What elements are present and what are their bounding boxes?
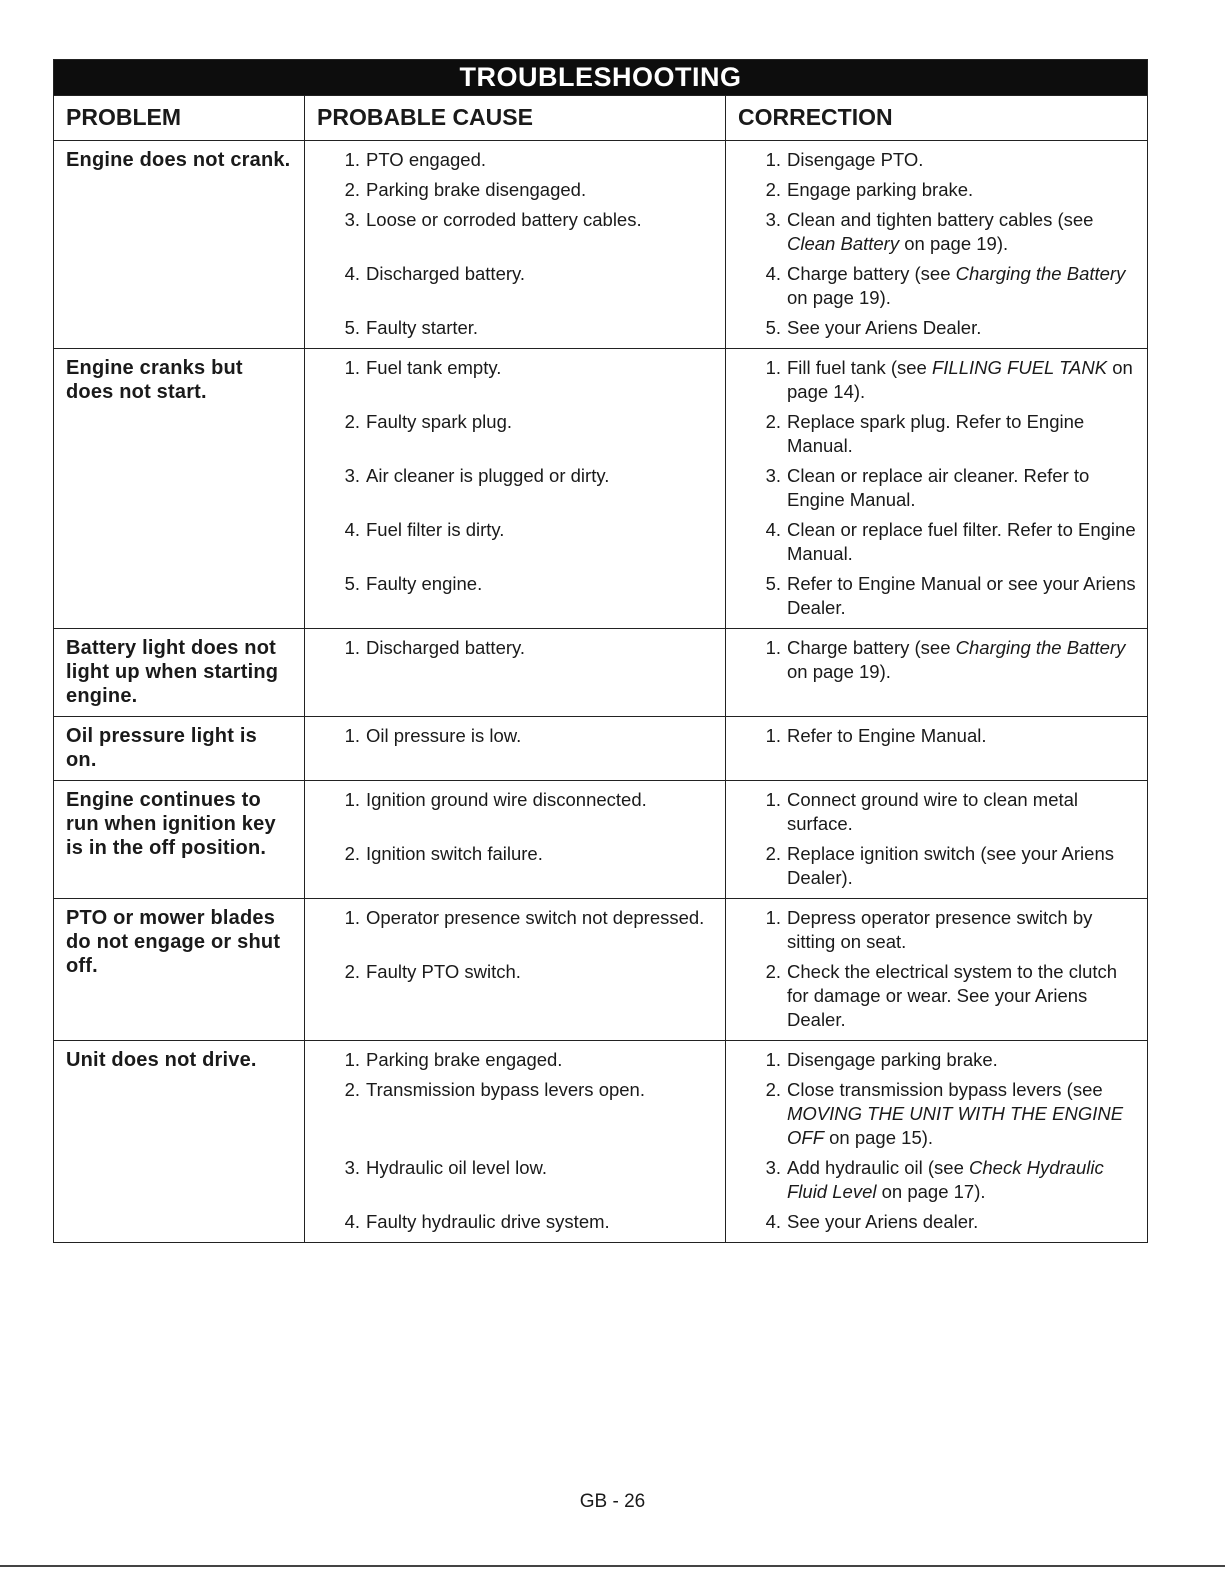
cause-item: 5. Faulty engine.	[344, 573, 483, 594]
cause-item: 1. Fuel tank empty.	[344, 357, 502, 378]
correction-cell	[726, 629, 1148, 717]
problem-cell: Oil pressure light is on.	[54, 717, 305, 781]
cause-item: 4. Faulty hydraulic drive system.	[344, 1211, 610, 1232]
cause-item: 1. Oil pressure is low.	[344, 725, 522, 746]
reference-link-text: MOVING THE UNIT WITH THE ENGINE OFF	[787, 1103, 1124, 1148]
correction-item: 3. Clean and tighten battery cables (see Clean Battery on page 19).	[765, 209, 1094, 254]
header-problem: PROBLEM	[54, 96, 305, 141]
table-title: TROUBLESHOOTING	[54, 60, 1148, 96]
header-probable-cause: PROBABLE CAUSE	[305, 96, 726, 141]
bottom-rule	[0, 1565, 1225, 1567]
correction-item: 4. Clean or replace fuel filter. Refer to Engine Manual.	[765, 519, 1136, 564]
header-correction: CORRECTION	[726, 96, 1148, 141]
correction-item: 1. Refer to Engine Manual.	[765, 725, 987, 746]
table-row	[54, 781, 1148, 899]
correction-item: 2. Replace spark plug. Refer to Engine Manual.	[765, 411, 1085, 456]
cause-item: 4. Fuel filter is dirty.	[344, 519, 505, 540]
table-row	[54, 349, 1148, 629]
table-row	[54, 1041, 1148, 1243]
cause-cell	[305, 141, 726, 349]
correction-item: 1. Charge battery (see Charging the Battery on page 19).	[765, 637, 1126, 682]
cause-item: 1. PTO engaged.	[344, 149, 486, 170]
table-row	[54, 717, 1148, 781]
cause-item: 5. Faulty starter.	[344, 317, 479, 338]
cause-item: 1. Parking brake engaged.	[344, 1049, 563, 1070]
correction-cell	[726, 717, 1148, 781]
cause-item: 2. Faulty PTO switch.	[344, 961, 521, 982]
correction-cell	[726, 781, 1148, 899]
cause-cell	[305, 629, 726, 717]
cause-item: 3. Loose or corroded battery cables.	[344, 209, 642, 230]
cause-item: 2. Faulty spark plug.	[344, 411, 513, 432]
table-row	[54, 899, 1148, 1041]
cause-cell	[305, 717, 726, 781]
cause-cell	[305, 349, 726, 629]
correction-cell	[726, 141, 1148, 349]
reference-link-text: Check Hydraulic Fluid Level	[787, 1157, 1104, 1202]
reference-link-text: Charging the Battery	[955, 637, 1126, 658]
correction-cell	[726, 899, 1148, 1041]
correction-item: 2. Close transmission bypass levers (see MOVING THE UNIT WITH THE ENGINE OFF on page 15).	[765, 1079, 1124, 1148]
correction-item: 2. Engage parking brake.	[765, 179, 974, 200]
cause-cell	[305, 1041, 726, 1243]
table-row	[54, 141, 1148, 349]
correction-item: 1. Depress operator presence switch by sitting on seat.	[765, 907, 1093, 952]
correction-item: 1. Disengage PTO.	[765, 149, 924, 170]
correction-item: 5. Refer to Engine Manual or see your Ariens Dealer.	[765, 573, 1136, 618]
reference-link-text: Charging the Battery	[955, 263, 1126, 284]
cause-item: 3. Hydraulic oil level low.	[344, 1157, 547, 1178]
troubleshooting-table	[53, 59, 1148, 1243]
cause-item: 2. Transmission bypass levers open.	[344, 1079, 645, 1100]
cause-item: 2. Ignition switch failure.	[344, 843, 543, 864]
problem-cell: Engine does not crank.	[54, 141, 305, 349]
reference-link-text: FILLING FUEL TANK	[931, 357, 1108, 378]
correction-cell	[726, 1041, 1148, 1243]
correction-item: 2. Replace ignition switch (see your Ariens Dealer).	[765, 843, 1114, 888]
problem-cell: Unit does not drive.	[54, 1041, 305, 1243]
correction-item: 3. Clean or replace air cleaner. Refer to Engine Manual.	[765, 465, 1090, 510]
problem-cell: Engine cranks but does not start.	[54, 349, 305, 629]
correction-item: 4. See your Ariens dealer.	[765, 1211, 979, 1232]
correction-item: 4. Charge battery (see Charging the Battery on page 19).	[765, 263, 1126, 308]
correction-item: 2. Check the electrical system to the clutch for damage or wear. See your Ariens Dealer.	[765, 961, 1118, 1030]
cause-cell	[305, 781, 726, 899]
reference-link-text: Clean Battery	[787, 233, 900, 254]
problem-cell: PTO or mower blades do not engage or shut off.	[54, 899, 305, 1041]
correction-item: 1. Fill fuel tank (see FILLING FUEL TANK on page 14).	[765, 357, 1133, 402]
problem-cell: Engine continues to run when ignition key is in the off position.	[54, 781, 305, 899]
cause-cell	[305, 899, 726, 1041]
cause-item: 3. Air cleaner is plugged or dirty.	[344, 465, 610, 486]
correction-item: 1. Disengage parking brake.	[765, 1049, 998, 1070]
cause-item: 1. Ignition ground wire disconnected.	[344, 789, 647, 810]
correction-item: 3. Add hydraulic oil (see Check Hydraulic Fluid Level on page 17).	[765, 1157, 1104, 1202]
cause-item: 4. Discharged battery.	[344, 263, 526, 284]
correction-item: 1. Connect ground wire to clean metal surface.	[765, 789, 1079, 834]
problem-cell: Battery light does not light up when starting engine.	[54, 629, 305, 717]
correction-item: 5. See your Ariens Dealer.	[765, 317, 982, 338]
cause-item: 2. Parking brake disengaged.	[344, 179, 587, 200]
page-number: GB - 26	[579, 1491, 646, 1512]
cause-item: 1. Operator presence switch not depressed.	[344, 907, 705, 928]
table-row	[54, 629, 1148, 717]
cause-item: 1. Discharged battery.	[344, 637, 526, 658]
correction-cell	[726, 349, 1148, 629]
